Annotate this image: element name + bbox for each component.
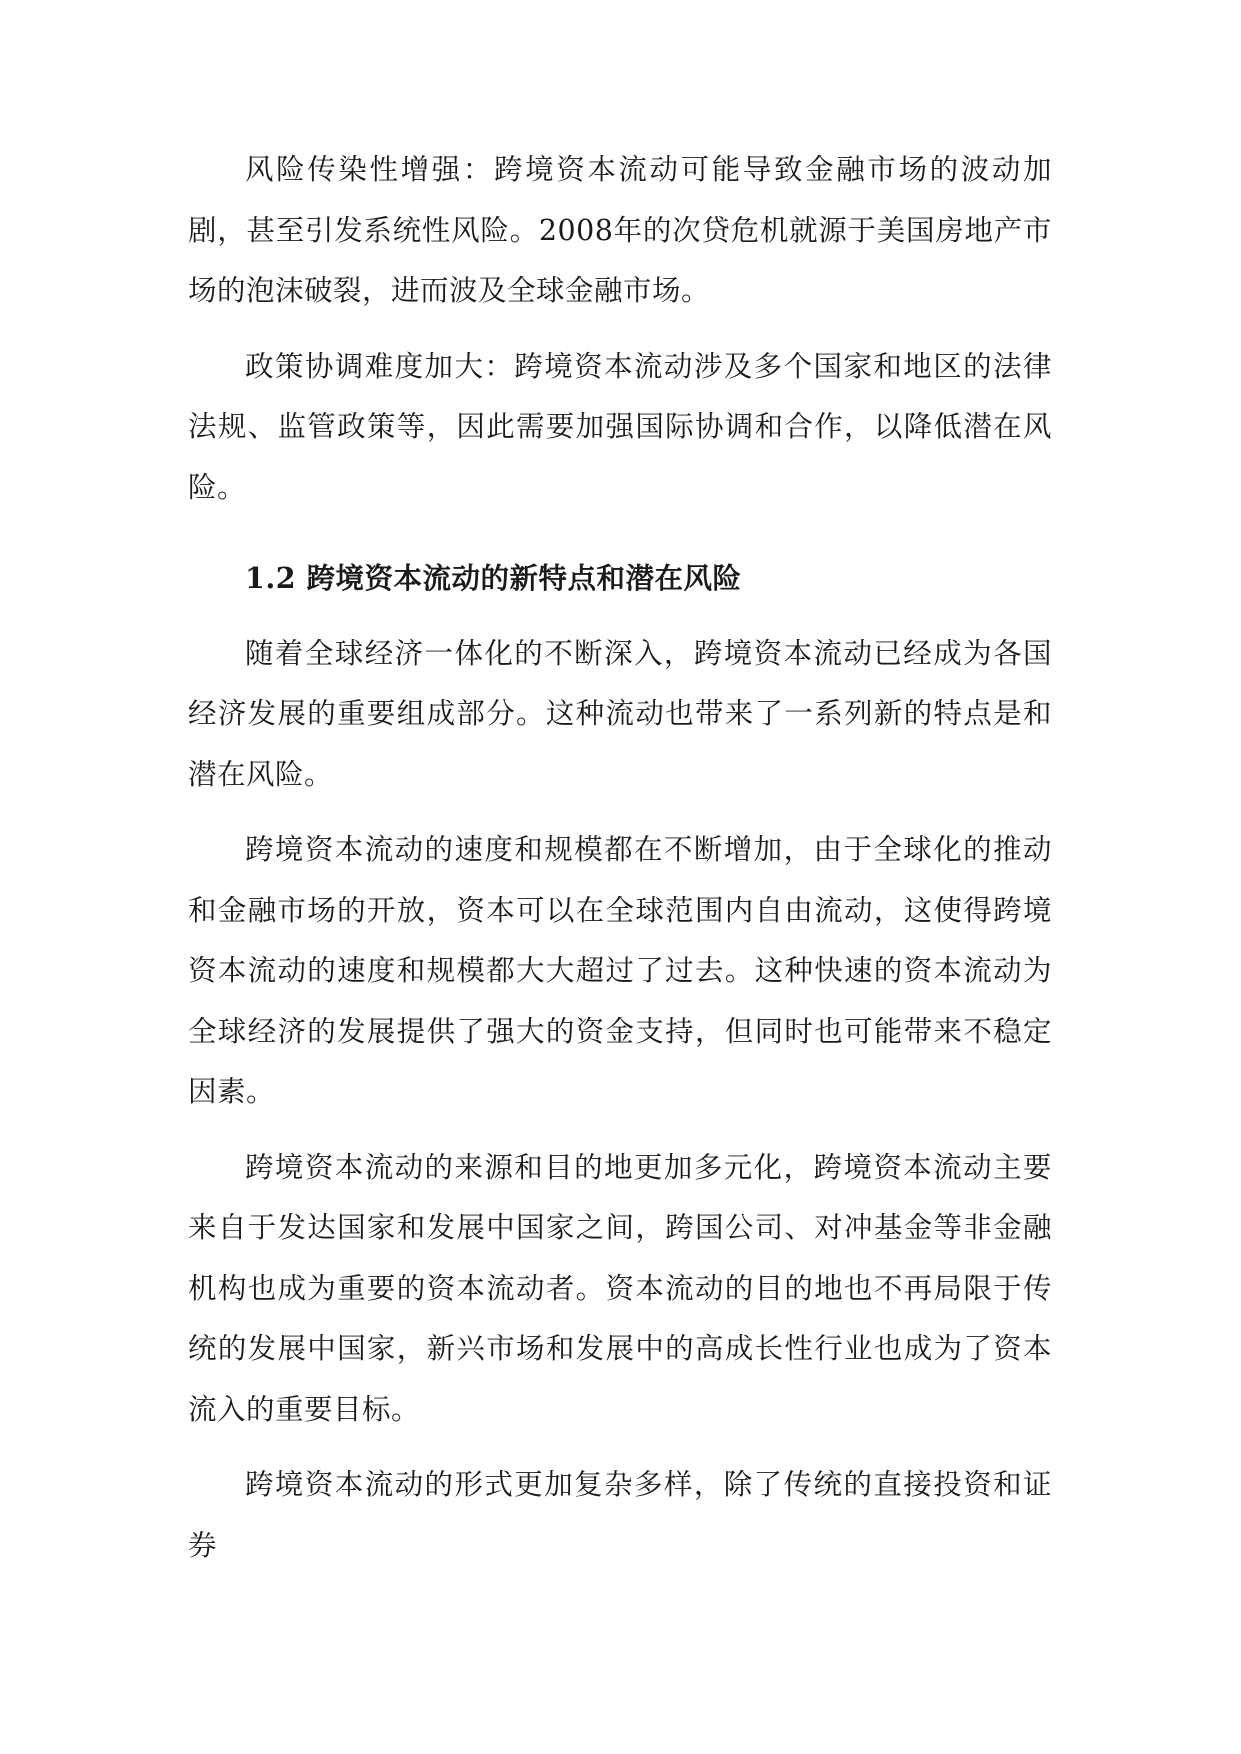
paragraph-gap (188, 1440, 1052, 1455)
paragraph-gap (188, 322, 1052, 337)
paragraph-gap (188, 1123, 1052, 1138)
paragraph-policy-coordination: 政策协调难度加大：跨境资本流动涉及多个国家和地区的法律法规、监管政策等，因此需要加强国际协调和合作，以降低潜在风险。 (188, 349, 1052, 504)
paragraph-speed-scale: 跨境资本流动的速度和规模都在不断增加，由于全球化的推动和金融市场的开放，资本可以在全球范围内自由流动，这使得跨境资本流动的速度和规模都大大超过了过去。这种快速的资本流动为全球经济的发展提供了强大的资金支持，但同时也可能带来不稳定因素。 (188, 833, 1052, 1108)
document-body (188, 140, 1052, 1576)
paragraph-risk-contagion: 风险传染性增强：跨境资本流动可能导致金融市场的波动加剧，甚至引发系统性风险。2008年的次贷危机就源于美国房地产市场的泡沫破裂，进而波及全球金融市场。 (188, 153, 1052, 307)
paragraph-gap (188, 805, 1052, 820)
paragraph-intro: 随着全球经济一体化的不断深入，跨境资本流动已经成为各国经济发展的重要组成部分。这种流动也带来了一系列新的特点是和潜在风险。 (188, 636, 1052, 791)
paragraph-forms: 跨境资本流动的形式更加复杂多样，除了传统的直接投资和证券 (188, 1468, 1052, 1562)
section-heading: 1.2 跨境资本流动的新特点和潜在风险 (245, 561, 742, 595)
heading-gap (188, 518, 1052, 548)
heading-gap (188, 609, 1052, 624)
paragraph-sources-destinations: 跨境资本流动的来源和目的地更加多元化，跨境资本流动主要来自于发达国家和发展中国家之间，跨国公司、对冲基金等非金融机构也成为重要的资本流动者。资本流动的目的地也不再局限于传统的发展中国家，新兴市场和发展中的高成长性行业也成为了资本流入的重要目标。 (188, 1150, 1052, 1426)
